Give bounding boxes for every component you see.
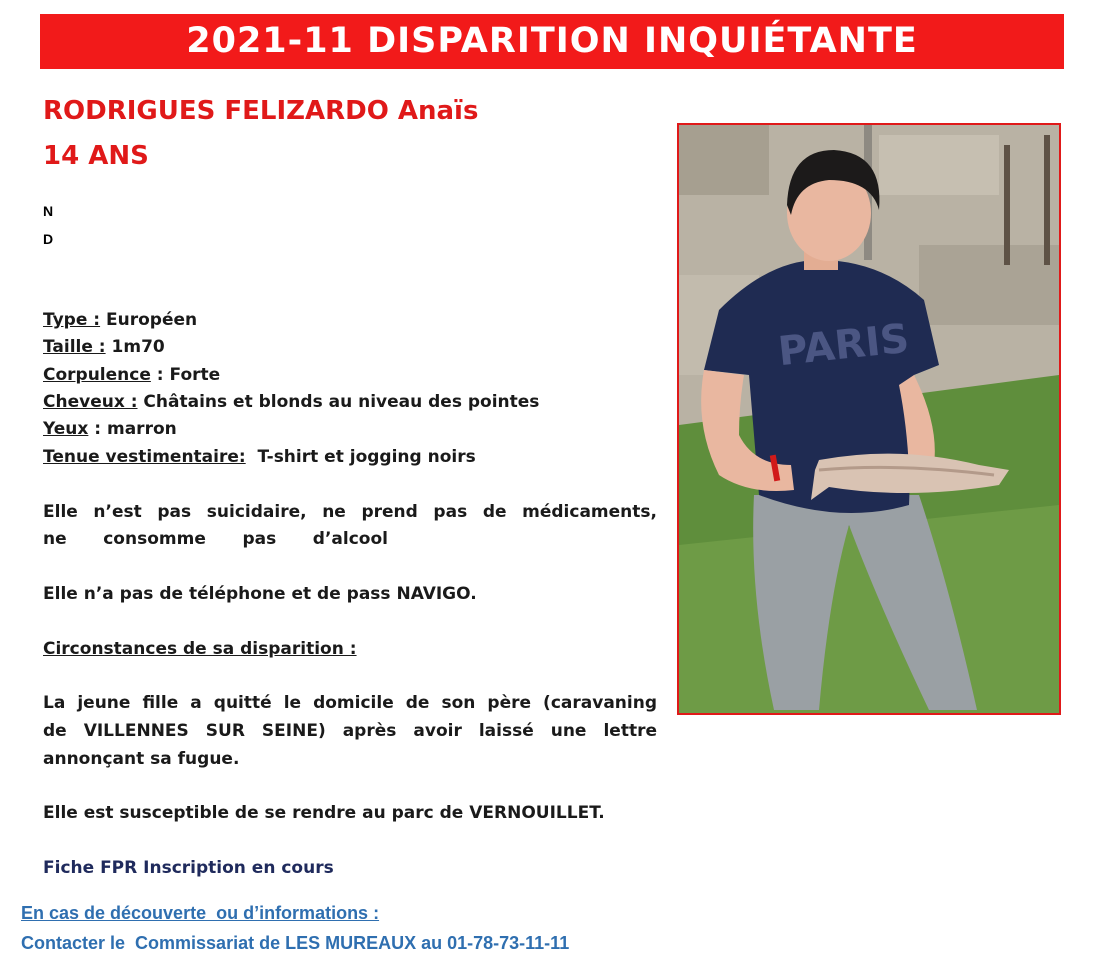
circumstances-heading: Circonstances de sa disparition : [43,639,357,659]
detail-label: Taille : [43,337,106,357]
detail-value: T-shirt et jogging noirs [245,447,476,467]
title-banner: 2021-11 DISPARITION INQUIÉTANTE [40,14,1064,69]
detail-value: Européen [100,310,198,330]
detail-type [43,310,197,330]
cropped-text-fragment: N [43,203,54,219]
bottom-edge [0,958,1100,965]
detail-label: Yeux [43,419,89,439]
health-line-1: Elle n’est pas suicidaire, ne prend pas de médicaments, [43,502,657,522]
svg-text:PARIS: PARIS [776,315,912,376]
contact-heading: En cas de découverte ou d’informations : [21,903,380,923]
person-age: 14 ANS [43,141,149,171]
detail-label: Corpulence [43,365,151,385]
location-statement: Elle est susceptible de se rendre au parc de VERNOUILLET. [43,803,605,823]
detail-value: 1m70 [105,337,165,357]
circumstances-line-2: de VILLENNES SUR SEINE) après avoir laissé une lettre [43,721,657,741]
missing-person-photo [677,123,1061,715]
phone-statement: Elle n’a pas de téléphone et de pass NAVIGO. [43,584,477,604]
circumstances-line-1: La jeune fille a quitté le domicile de son père (caravaning [43,693,657,713]
cropped-text-fragment: D [43,231,54,247]
detail-value: Châtains et blonds au niveau des pointes [137,392,540,412]
detail-label: Tenue vestimentaire: [43,447,246,467]
detail-eyes [43,419,177,439]
health-line-2: ne consomme pas d’alcool [43,529,388,549]
detail-height [43,337,165,357]
person-name: RODRIGUES FELIZARDO Anaïs [43,96,479,126]
detail-clothing [43,447,476,467]
detail-label: Type : [43,310,101,330]
detail-build [43,365,220,385]
detail-hair [43,392,539,412]
fpr-status: Fiche FPR Inscription en cours [43,858,334,878]
contact-line: Contacter le Commissariat de LES MUREAUX au 01-78-73-11-11 [21,933,570,953]
photo-illustration [679,125,1059,713]
circumstances-line-3: annonçant sa fugue. [43,749,240,769]
detail-label: Cheveux : [43,392,138,412]
detail-value: : marron [88,419,177,439]
detail-value: : Forte [150,365,221,385]
